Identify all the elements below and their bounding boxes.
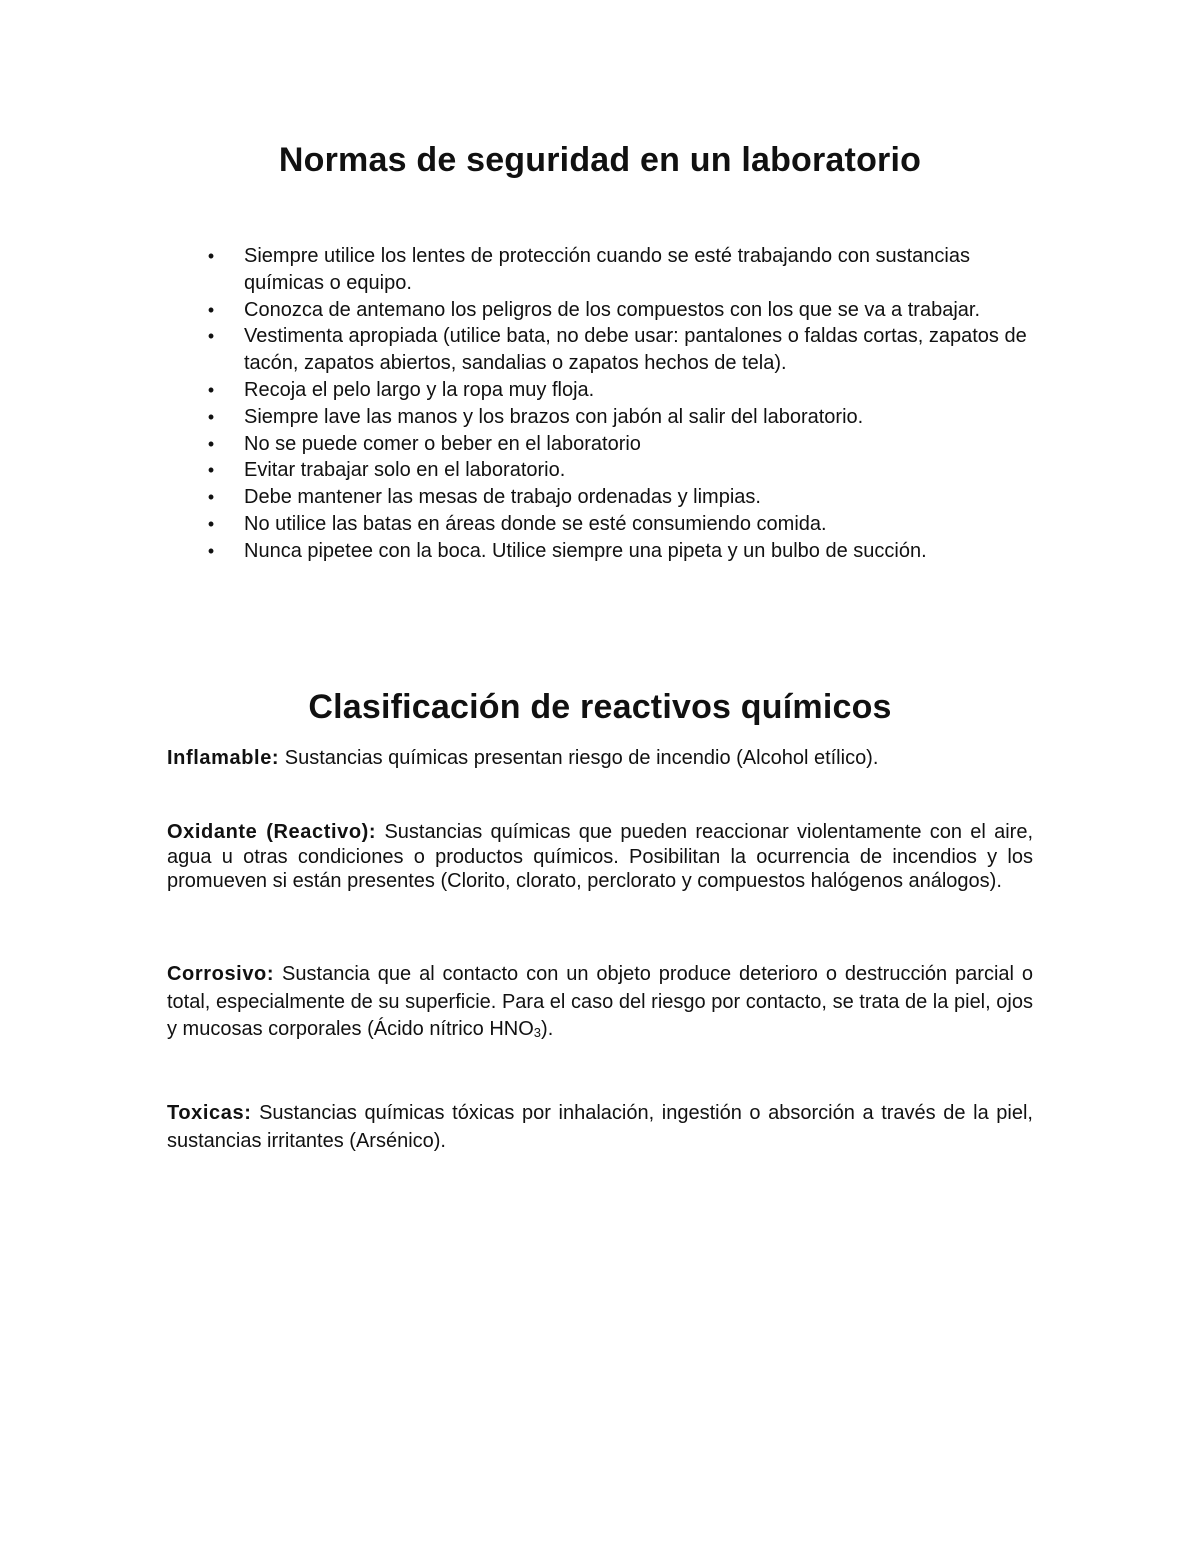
list-item-text: Siempre utilice los lentes de protección cuando se esté trabajando con sustancias químicas o equipo.	[244, 245, 970, 294]
list-item-text: No se puede comer o beber en el laboratorio	[244, 432, 641, 455]
list-item-text: Conozca de antemano los peligros de los compuestos con los que se va a trabajar.	[244, 298, 980, 321]
safety-rules-list	[205, 243, 1045, 565]
list-item-text: Debe mantener las mesas de trabajo ordenadas y limpias.	[244, 486, 761, 509]
definition-inflamable	[167, 746, 1033, 771]
bullet-icon: •	[207, 513, 215, 534]
list-item	[205, 484, 1045, 511]
bullet-icon: •	[207, 487, 215, 508]
definition-oxidante	[167, 820, 1033, 894]
list-item	[205, 323, 1045, 377]
list-item-text: Siempre lave las manos y los brazos con jabón al salir del laboratorio.	[244, 405, 864, 428]
definition-term: Inflamable:	[167, 747, 280, 769]
subscript: 3	[533, 1025, 542, 1041]
bullet-icon: •	[207, 379, 215, 400]
list-item-text: Vestimenta apropiada (utilice bata, no debe usar: pantalones o faldas cortas, zapatos de tacón, zapatos abiertos, sandalias o zapatos hechos de tela).	[244, 325, 1027, 375]
bullet-icon: •	[207, 299, 215, 320]
bullet-icon: •	[207, 540, 215, 561]
definition-corrosivo	[167, 961, 1033, 1044]
list-item	[205, 457, 1045, 484]
section-title: Clasificación de reactivos químicos	[308, 688, 892, 726]
definition-text: Sustancias químicas tóxicas por inhalación, ingestión o absorción a través de la piel, sustancias irritantes (Arsénico).	[167, 1102, 1033, 1152]
list-item-text: Nunca pipetee con la boca. Utilice siempre una pipeta y un bulbo de succión.	[244, 539, 927, 562]
definition-toxicas	[167, 1100, 1033, 1155]
list-item-text: Recoja el pelo largo y la ropa muy floja.	[244, 378, 595, 401]
page-title: Normas de seguridad en un laboratorio	[278, 141, 922, 179]
definition-text: Sustancias químicas presentan riesgo de incendio (Alcohol etílico).	[284, 747, 879, 769]
bullet-icon: •	[207, 246, 215, 266]
list-item	[205, 297, 1045, 324]
list-item	[205, 377, 1045, 404]
list-item	[205, 511, 1045, 538]
list-item	[205, 538, 1045, 565]
list-item	[205, 404, 1045, 431]
list-item-text: Evitar trabajar solo en el laboratorio.	[244, 459, 566, 482]
definition-term: Corrosivo:	[167, 963, 275, 985]
bullet-icon: •	[207, 433, 215, 454]
list-item	[205, 243, 1045, 297]
bullet-icon: •	[207, 406, 215, 427]
list-item	[205, 431, 1045, 458]
bullet-icon: •	[207, 460, 215, 481]
definition-text: Sustancias químicas que pueden reaccionar violentamente con el aire, agua u otras condiciones o productos químicos. Posibilitan la ocurrencia de incendios y los promueven si están presentes (Clorito, clorato, perclorato y compuestos halógenos análogos).	[167, 821, 1034, 893]
list-item-text: No utilice las batas en áreas donde se esté consumiendo comida.	[244, 512, 827, 535]
definition-term: Oxidante (Reactivo):	[167, 821, 377, 843]
bullet-icon: •	[207, 326, 215, 347]
definition-text: Sustancia que al contacto con un objeto produce deterioro o destrucción parcial o total, especialmente de su superficie. Para el caso del riesgo por contacto, se trata de la piel, ojos y mucosas corporales (Ácido nítrico HNO	[167, 963, 1034, 1041]
definition-text-end: ).	[541, 1018, 554, 1041]
definition-term: Toxicas:	[167, 1102, 252, 1124]
